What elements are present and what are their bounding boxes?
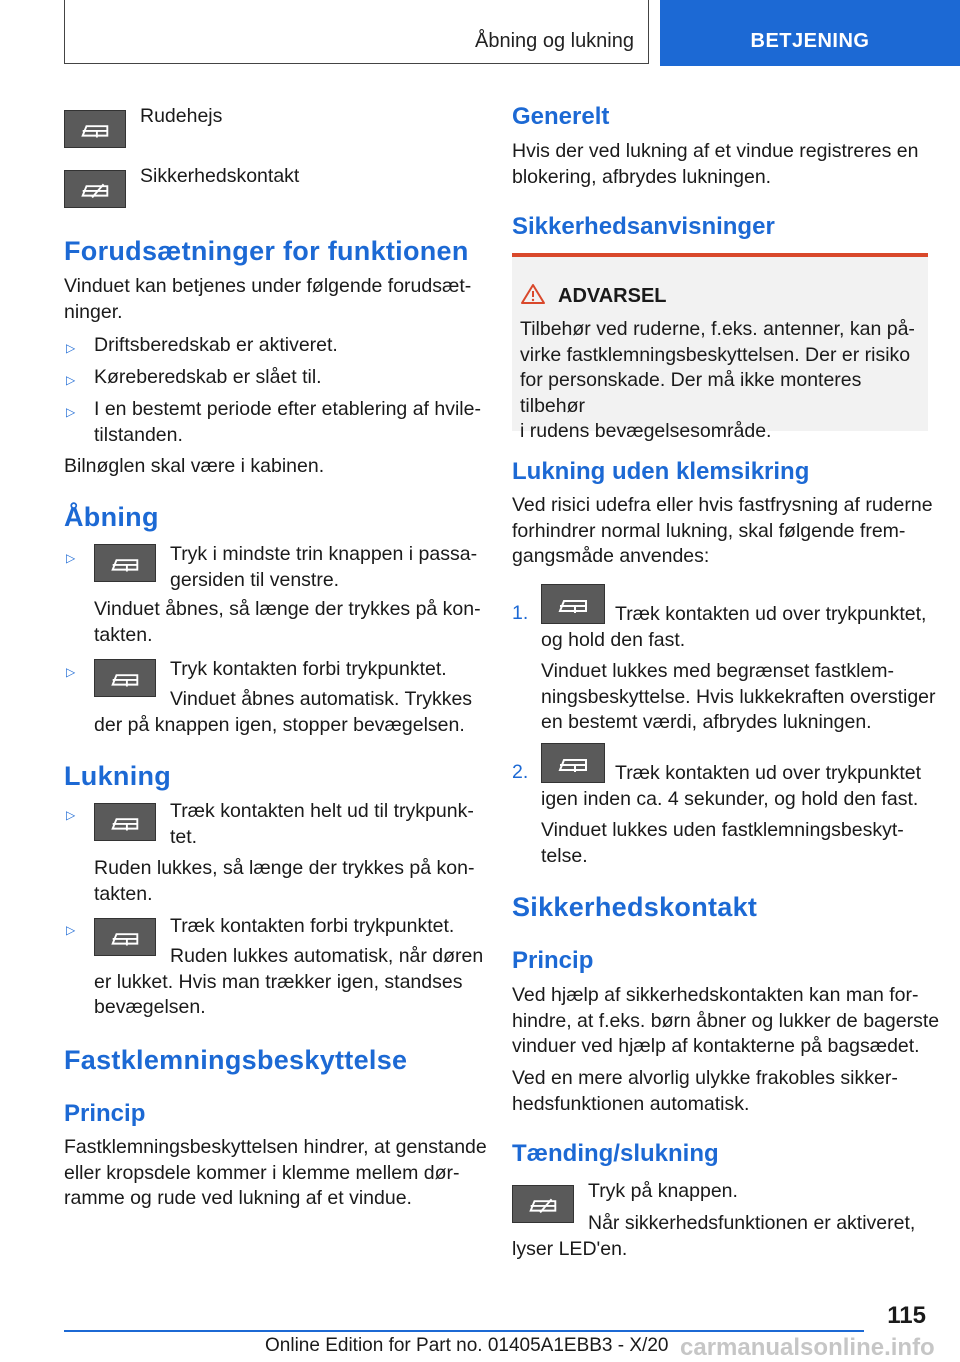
window-switch-icon [94,544,156,582]
bullet-triangle-icon: ▷ [66,551,76,565]
step-detail: Vinduet lukkes med begrænset fastklem- ningsbeskyttelse. Hvis lukkekraften overstiger en bestemt værdi, afbrydes lukningen. [541,660,936,733]
heading-closing: Lukning [64,761,172,791]
footer-divider [64,1330,864,1332]
warning-triangle-icon [520,283,546,305]
list-item-detail: Vinduet åbnes, så længe der trykkes på kon- takten. [94,598,481,646]
window-switch-icon [94,803,156,841]
heading-principle: Princip [512,947,594,974]
bullet-triangle-icon: ▷ [66,808,76,822]
safety-switch-principle-text: Ved hjælp af sikkerhedskontakten kan man for- hindre, at f.eks. børn åbner og lukker de bagerste vinduer ved hjælp af kontakterne på bagsædet. [512,984,940,1057]
safety-switch-icon [64,170,126,208]
legend-window-switch: Rudehejs [140,105,223,127]
heading-closing-without-pinch: Lukning uden klemsikring [512,458,810,485]
list-item: Køreberedskab er slået til. [94,366,322,388]
list-item: Tryk i mindste trin knappen i passa- gersiden til venstre. [170,543,478,591]
list-item-detail: Vinduet åbnes automatisk. Trykkes der på knappen igen, stopper bevægelsen. [94,688,473,736]
window-switch-icon [64,110,126,148]
footer-edition: Online Edition for Part no. 01405A1EBB3 - X/20 [265,1335,669,1356]
heading-safety-notes: Sikkerhedsanvisninger [512,213,775,240]
step-text: Træk kontakten ud over trykpunktet, og hold den fast. [541,603,927,651]
step-number: 2. [512,761,529,783]
heading-pinch-protection: Fastklemningsbeskyttelse [64,1045,408,1075]
principle-text: Fastklemningsbeskyttelsen hindrer, at genstande eller kropsdele kommer i klemme mellem dør- ramme og rude ved lukning af et vindue. [64,1136,487,1209]
list-item-detail: Ruden lukkes, så længe der trykkes på kon- takten. [94,857,475,905]
safety-switch-principle-text-2: Ved en mere alvorlig ulykke frakobles sikker- hedsfunktionen automatisk. [512,1067,898,1115]
prereq-note: Bilnøglen skal være i kabinen. [64,455,325,477]
bullet-triangle-icon: ▷ [66,923,76,937]
heading-on-off: Tænding/slukning [512,1140,719,1167]
bullet-triangle-icon: ▷ [66,341,76,355]
heading-prerequisites: Forudsætninger for funktionen [64,236,469,266]
general-text: Hvis der ved lukning af et vindue registreres en blokering, afbrydes lukningen. [512,140,919,188]
heading-opening: Åbning [64,502,159,532]
on-off-instruction: Tryk på knappen. [588,1180,738,1202]
list-item: Træk kontakten helt ud til trykpunk- tet. [170,800,474,848]
on-off-detail: Når sikkerhedsfunktionen er aktiveret, [588,1212,916,1234]
heading-safety-switch: Sikkerhedskontakt [512,892,758,922]
bullet-triangle-icon: ▷ [66,373,76,387]
list-item: Træk kontakten forbi trykpunktet. [170,915,455,937]
chapter-tab[interactable] [660,0,960,66]
watermark: carmanualsonline.info [680,1334,935,1361]
heading-principle: Princip [64,1100,146,1127]
on-off-detail: lyser LED'en. [512,1238,628,1260]
page-number: 115 [887,1302,926,1329]
heading-general: Generelt [512,103,610,130]
step-number: 1. [512,602,529,624]
section-title: Åbning og lukning [474,30,634,52]
list-item-detail: Ruden lukkes automatisk, når døren er lukket. Hvis man trækker igen, standses bevægelsen. [94,945,484,1018]
list-item: I en bestemt periode efter etablering af hvile- tilstanden. [94,398,481,446]
bullet-triangle-icon: ▷ [66,405,76,419]
safety-switch-icon [512,1185,574,1223]
chapter-tab-label: BETJENING [750,30,870,52]
closing-without-pinch-intro: Ved risici udefra eller hvis fastfrysning af ruderne forhindrer normal lukning, skal følgende frem- gangsmåde anvendes: [512,494,933,567]
warning-text: Tilbehør ved ruderne, f.eks. antenner, kan på- virke fastklemningsbeskyttelsen. Der er risiko for personskade. Der må ikke monteres tilbehør i rudens bevægelsesområde. [520,318,915,442]
list-item: Driftsberedskab er aktiveret. [94,334,338,356]
step-text: Træk kontakten ud over trykpunktet igen inden ca. 4 sekunder, og hold den fast. [541,762,922,810]
prereq-intro: Vinduet kan betjenes under følgende forudsæt- ninger. [64,275,472,323]
step-detail: Vinduet lukkes uden fastklemningsbeskyt- telse. [541,819,904,867]
bullet-triangle-icon: ▷ [66,665,76,679]
list-item: Tryk kontakten forbi trykpunktet. [170,658,447,680]
warning-title: ADVARSEL [558,285,667,307]
legend-safety-switch: Sikkerhedskontakt [140,165,300,187]
warning-box [512,253,928,442]
